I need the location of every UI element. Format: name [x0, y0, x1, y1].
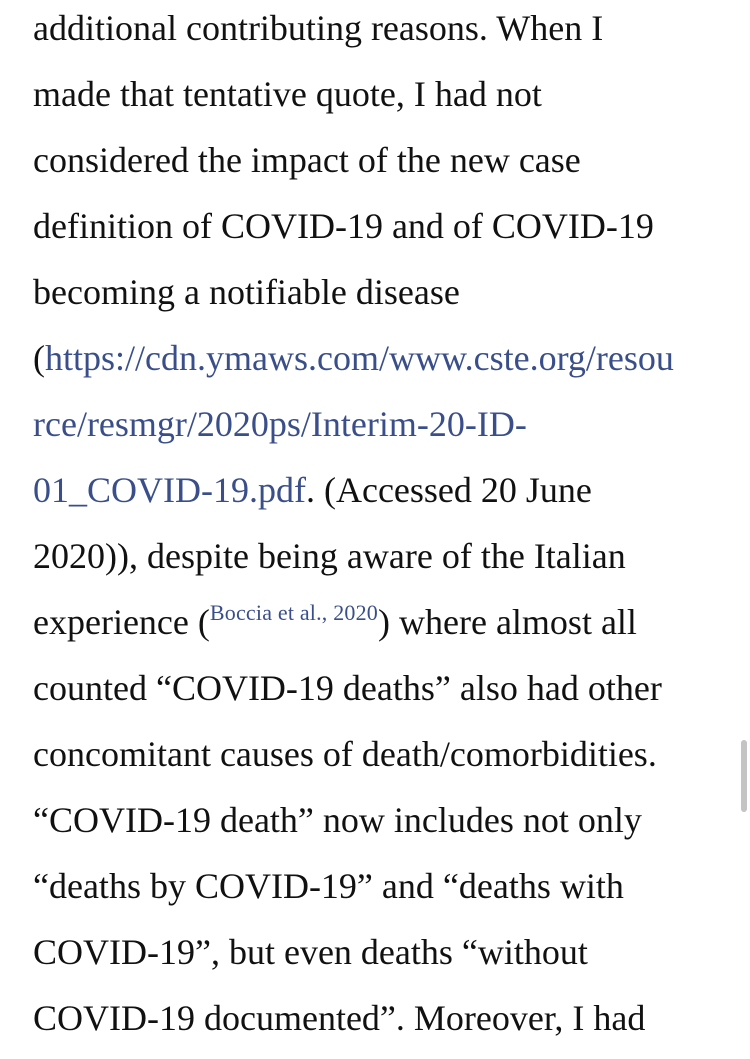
cdc-url-link-continued[interactable]: rce/resmgr/2020ps/Interim-20-ID- [33, 404, 527, 444]
text-line: 2020)), despite being aware of the Italian [33, 536, 626, 576]
cdc-url-link-end[interactable]: 01_COVID-19.pdf [33, 470, 306, 510]
open-paren: ( [33, 338, 45, 378]
text-line [33, 600, 637, 649]
text-line: “COVID-19 death” now includes not only [33, 800, 642, 840]
text-line: becoming a notifiable disease [33, 272, 460, 312]
accessed-note: . (Accessed 20 June [305, 470, 592, 510]
text-fragment: experience ( [33, 602, 210, 642]
text-fragment: ) where almost all [378, 602, 637, 642]
text-line: definition of COVID-19 and of COVID-19 [33, 206, 654, 246]
scrollbar-thumb[interactable] [741, 740, 747, 812]
text-line: COVID-19”, but even deaths “without [33, 932, 588, 972]
text-line: COVID-19 documented”. Moreover, I had [33, 998, 646, 1038]
text-line: additional contributing reasons. When I [33, 8, 604, 48]
text-line [33, 336, 674, 380]
text-line [33, 402, 527, 446]
text-line: considered the impact of the new case [33, 140, 581, 180]
cdc-url-link[interactable]: https://cdn.ymaws.com/www.cste.org/resou [45, 338, 674, 378]
text-line: “deaths by COVID-19” and “deaths with [33, 866, 624, 906]
text-line: counted “COVID-19 deaths” also had other [33, 668, 662, 708]
text-line: concomitant causes of death/comorbidities. [33, 734, 657, 774]
citation-link[interactable]: Boccia et al., 2020 [209, 600, 379, 625]
text-line: made that tentative quote, I had not [33, 74, 542, 114]
text-line [33, 468, 592, 512]
